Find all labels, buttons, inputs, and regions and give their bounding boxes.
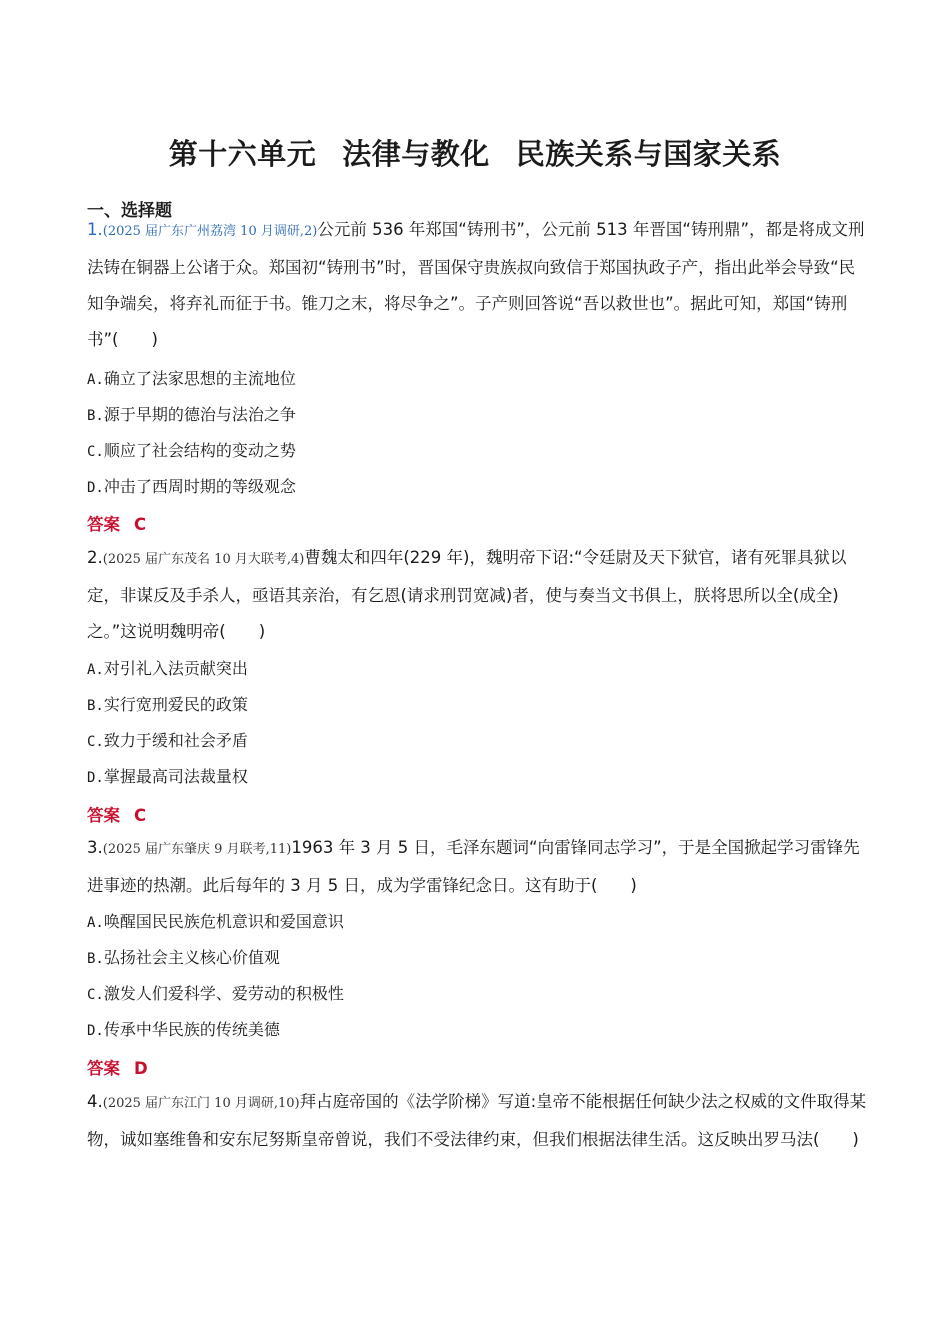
answer-label: 答案: [87, 806, 120, 825]
page-title: [0, 132, 950, 173]
question-number: 3.: [87, 838, 103, 857]
option-d: D.掌握最高司法裁量权: [87, 767, 248, 786]
answer-value: C: [134, 515, 147, 534]
question-number: 4.: [87, 1092, 103, 1111]
option-b: B.实行宽刑爱民的政策: [87, 695, 248, 714]
answer-value: D: [134, 1059, 148, 1078]
option-a: A.对引礼入法贡献突出: [87, 659, 248, 678]
question-number: 2.: [87, 548, 103, 567]
question-4: [87, 1084, 867, 1158]
title-topic-law: 法律与教化: [342, 137, 490, 171]
question-text: 曹魏太和四年(229 年)，魏明帝下诏:“令廷尉及天下狱官，诸有死罪具狱以定，非谋反及手杀人，亟语其亲治，有乞恩(请求刑罚宽减)者，使与奏当文书俱上，朕将思所以全(成全)之。”这说明魏明帝( ): [87, 548, 847, 641]
question-source: (2025 届广东广州荔湾 10 月调研,2): [102, 224, 318, 239]
question-1: [87, 212, 867, 358]
question-2: [87, 540, 867, 650]
title-topic-relations: 民族关系与国家关系: [515, 137, 782, 171]
option-c: C.顺应了社会结构的变动之势: [87, 441, 296, 460]
question-text: 拜占庭帝国的《法学阶梯》写道:皇帝不能根据任何缺少法之权威的文件取得某物，诚如塞维鲁和安东尼努斯皇帝曾说，我们不受法律约束，但我们根据法律生活。这反映出罗马法( ): [87, 1092, 867, 1149]
option-c: C.致力于缓和社会矛盾: [87, 731, 248, 750]
option-a: A.唤醒国民民族危机意识和爱国意识: [87, 912, 344, 931]
question-text: 公元前 536 年郑国“铸刑书”，公元前 513 年晋国“铸刑鼎”，都是将成文刑法铸在铜器上公诸于众。郑国初“铸刑书”时，晋国保守贵族叔向致信于郑国执政子产，指出此举会导致“民知争端矣，将弃礼而征于书。锥刀之末，将尽争之”。子产则回答说“吾以救世也”。据此可知，郑国“铸刑书”( ): [87, 220, 865, 349]
option-a: A.确立了法家思想的主流地位: [87, 369, 296, 388]
question-source: (2025 届广东茂名 10 月大联考,4): [102, 552, 305, 567]
option-c: C.激发人们爱科学、爱劳动的积极性: [87, 984, 344, 1003]
answer-label: 答案: [87, 1059, 120, 1078]
question-source: (2025 届广东肇庆 9 月联考,11): [102, 842, 292, 857]
answer-value: C: [134, 806, 147, 825]
question-text: 1963 年 3 月 5 日，毛泽东题词“向雷锋同志学习”，于是全国掀起学习雷锋先进事迹的热潮。此后每年的 3 月 5 日，成为学雷锋纪念日。这有助于( ): [87, 838, 860, 895]
answer-label: 答案: [87, 515, 120, 534]
option-b: B.弘扬社会主义核心价值观: [87, 948, 280, 967]
option-d: D.冲击了西周时期的等级观念: [87, 477, 296, 496]
answer-3: [87, 1055, 148, 1079]
question-3: [87, 830, 867, 904]
option-d: D.传承中华民族的传统美德: [87, 1020, 280, 1039]
question-source: (2025 届广东江门 10 月调研,10): [102, 1096, 300, 1111]
answer-2: [87, 802, 146, 826]
section-heading: 一、选择题: [87, 201, 172, 221]
title-unit: 第十六单元: [168, 137, 317, 171]
answer-1: [87, 511, 146, 535]
question-number: 1.: [87, 220, 103, 239]
option-b: B.源于早期的德治与法治之争: [87, 405, 296, 424]
